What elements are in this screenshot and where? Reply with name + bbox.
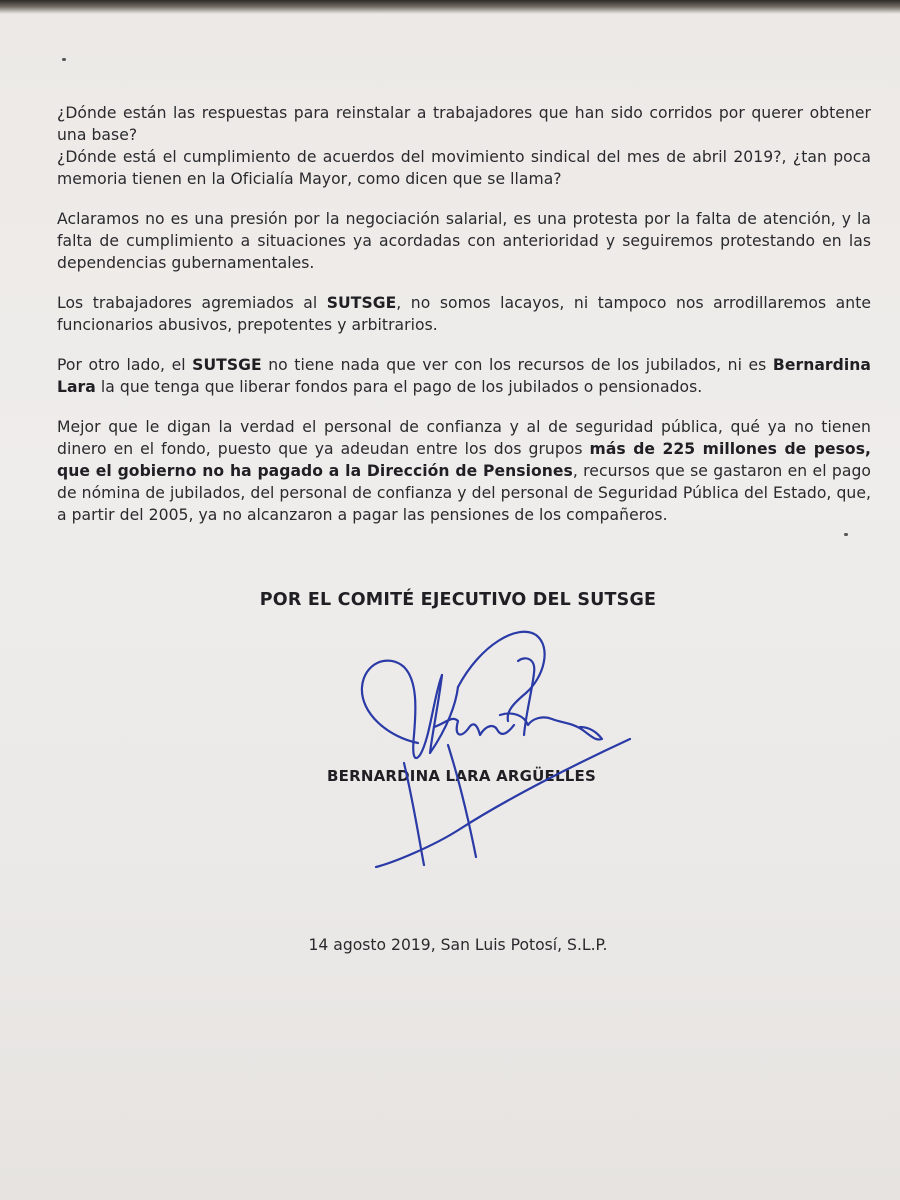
union-name-bold: SUTSGE — [192, 356, 262, 374]
paragraph-clarification: Aclaramos no es una presión por la negociación salarial, es una protesta por la falta de atención, y la falta de cumplimiento a situaciones ya acordadas con anterioridad y seguiremos protestando en las dependencias gubernamentales. — [57, 210, 871, 272]
letter-body — [57, 102, 871, 544]
paragraph-workers: Los trabajadores agremiados al SUTSGE, no somos lacayos, ni tampoco nos arrodillaremos ante funcionarios abusivos, prepotentes y arbitrarios. — [57, 294, 872, 334]
paragraph-retirees: Por otro lado, el SUTSGE no tiene nada que ver con los recursos de los jubilados, ni es Bernardina Lara la que tenga que liberar fondos para el pago de los jubilados o pensionados. — [57, 356, 871, 396]
handwritten-signature — [330, 615, 650, 885]
paragraph-question-2: ¿Dónde está el cumplimiento de acuerdos del movimiento sindical del mes de abril 2019?, ¿tan poca memoria tienen en la Oficialía Mayor, como dicen que se llama? — [57, 148, 871, 188]
paper-speck — [62, 58, 66, 61]
signature-stroke — [458, 632, 545, 721]
union-name-bold: SUTSGE — [326, 294, 397, 312]
signature-stroke — [376, 739, 630, 867]
debt-amount-bold: más de 225 millones de pesos, que el gobierno no ha pagado a la Dirección de Pensiones — [57, 440, 872, 480]
signer-name: BERNARDINA LARA ARGÜELLES — [327, 767, 596, 785]
paragraph-question-1: ¿Dónde están las respuestas para reinstalar a trabajadores que han sido corridos por querer obtener una base? — [57, 104, 871, 144]
signature-stroke — [362, 661, 442, 758]
signature-stroke — [500, 713, 602, 739]
top-edge-shadow — [0, 0, 900, 14]
paragraph-pension-debt: Mejor que le digan la verdad el personal de confianza y al de seguridad pública, qué ya no tienen dinero en el fondo, puesto que ya adeudan entre los dos grupos más de 225 millones de pesos, que el gobierno no ha pagado a la Dirección de Pensiones, recursos que se gastaron en el pago de nómina de jubilados, del personal de confianza y del personal de Seguridad Pública del Estado, que, a partir del 2005, ya no alcanzaron a pagar las pensiones de los compañeros. — [57, 418, 872, 524]
committee-heading: POR EL COMITÉ EJECUTIVO DEL SUTSGE — [259, 590, 657, 610]
leader-name-bold: Bernardina Lara — [57, 356, 871, 396]
date-place-line: 14 agosto 2019, San Luis Potosí, S.L.P. — [308, 936, 608, 954]
signature-stroke — [430, 675, 458, 753]
signature-stroke — [404, 745, 476, 865]
